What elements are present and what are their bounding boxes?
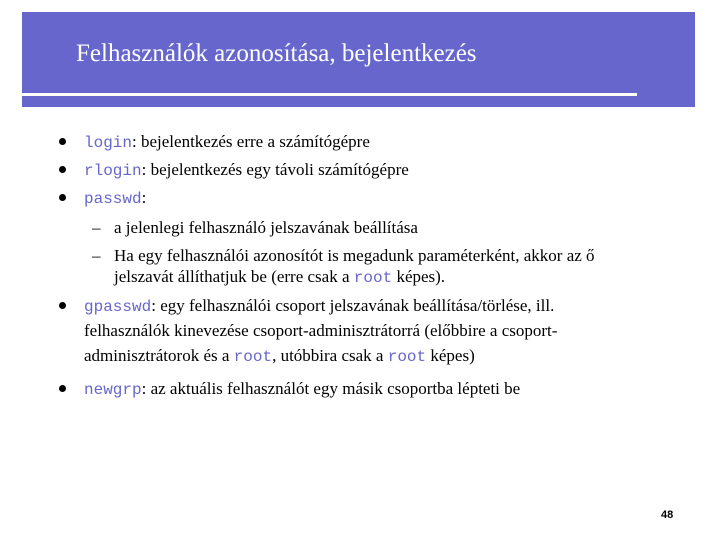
item-text: : az aktuális felhasználót egy másik csoportba lépteti be xyxy=(141,379,521,398)
command-root: root xyxy=(233,348,273,366)
item-text: : bejelentkezés erre a számítógépre xyxy=(132,132,370,151)
command-passwd: passwd xyxy=(84,190,142,208)
item-text: : xyxy=(141,188,147,207)
command-root: root xyxy=(353,269,393,287)
item-text: : egy felhasználói csoport jelszavának beállítása/törlése, ill. xyxy=(151,296,555,315)
sub-item-current-user: a jelenlegi felhasználó jelszavának beállítása xyxy=(114,218,418,237)
command-newgrp: newgrp xyxy=(84,381,142,399)
list-item-login xyxy=(84,131,370,154)
item-text: képes) xyxy=(426,346,475,365)
sub-item-other-user-line2 xyxy=(114,266,445,289)
list-item-gpasswd-line2: felhasználók kinevezése csoport-adminisztrátorrá (előbbire a csoport- xyxy=(84,321,558,340)
command-root: root xyxy=(387,348,427,366)
item-text: : bejelentkezés egy távoli számítógépre xyxy=(141,160,409,179)
dash-marker: – xyxy=(92,218,101,237)
item-text: képes). xyxy=(392,267,446,286)
bullet-dot xyxy=(59,166,66,173)
command-login: login xyxy=(84,134,133,152)
list-item-newgrp xyxy=(84,378,520,401)
bullet-dot xyxy=(59,194,66,201)
item-text: jelszavát állíthatjuk be (erre csak a xyxy=(114,267,354,286)
list-item-gpasswd-line3 xyxy=(84,345,475,368)
bullet-dot xyxy=(59,385,66,392)
item-text: adminisztrátorok és a xyxy=(84,346,234,365)
list-item-passwd xyxy=(84,187,146,210)
item-text: , utóbbira csak a xyxy=(272,346,388,365)
list-item-rlogin xyxy=(84,159,409,182)
bullet-dot xyxy=(59,138,66,145)
command-gpasswd: gpasswd xyxy=(84,298,152,316)
sub-item-other-user-line1: Ha egy felhasználói azonosítót is megadunk paraméterként, akkor az ő xyxy=(114,246,595,265)
list-item-gpasswd-line1 xyxy=(84,295,554,318)
dash-marker: – xyxy=(92,246,101,265)
slide-title: Felhasználók azonosítása, bejelentkezés xyxy=(76,40,477,67)
page-number: 48 xyxy=(661,509,674,521)
command-rlogin: rlogin xyxy=(84,162,142,180)
bullet-dot xyxy=(59,302,66,309)
